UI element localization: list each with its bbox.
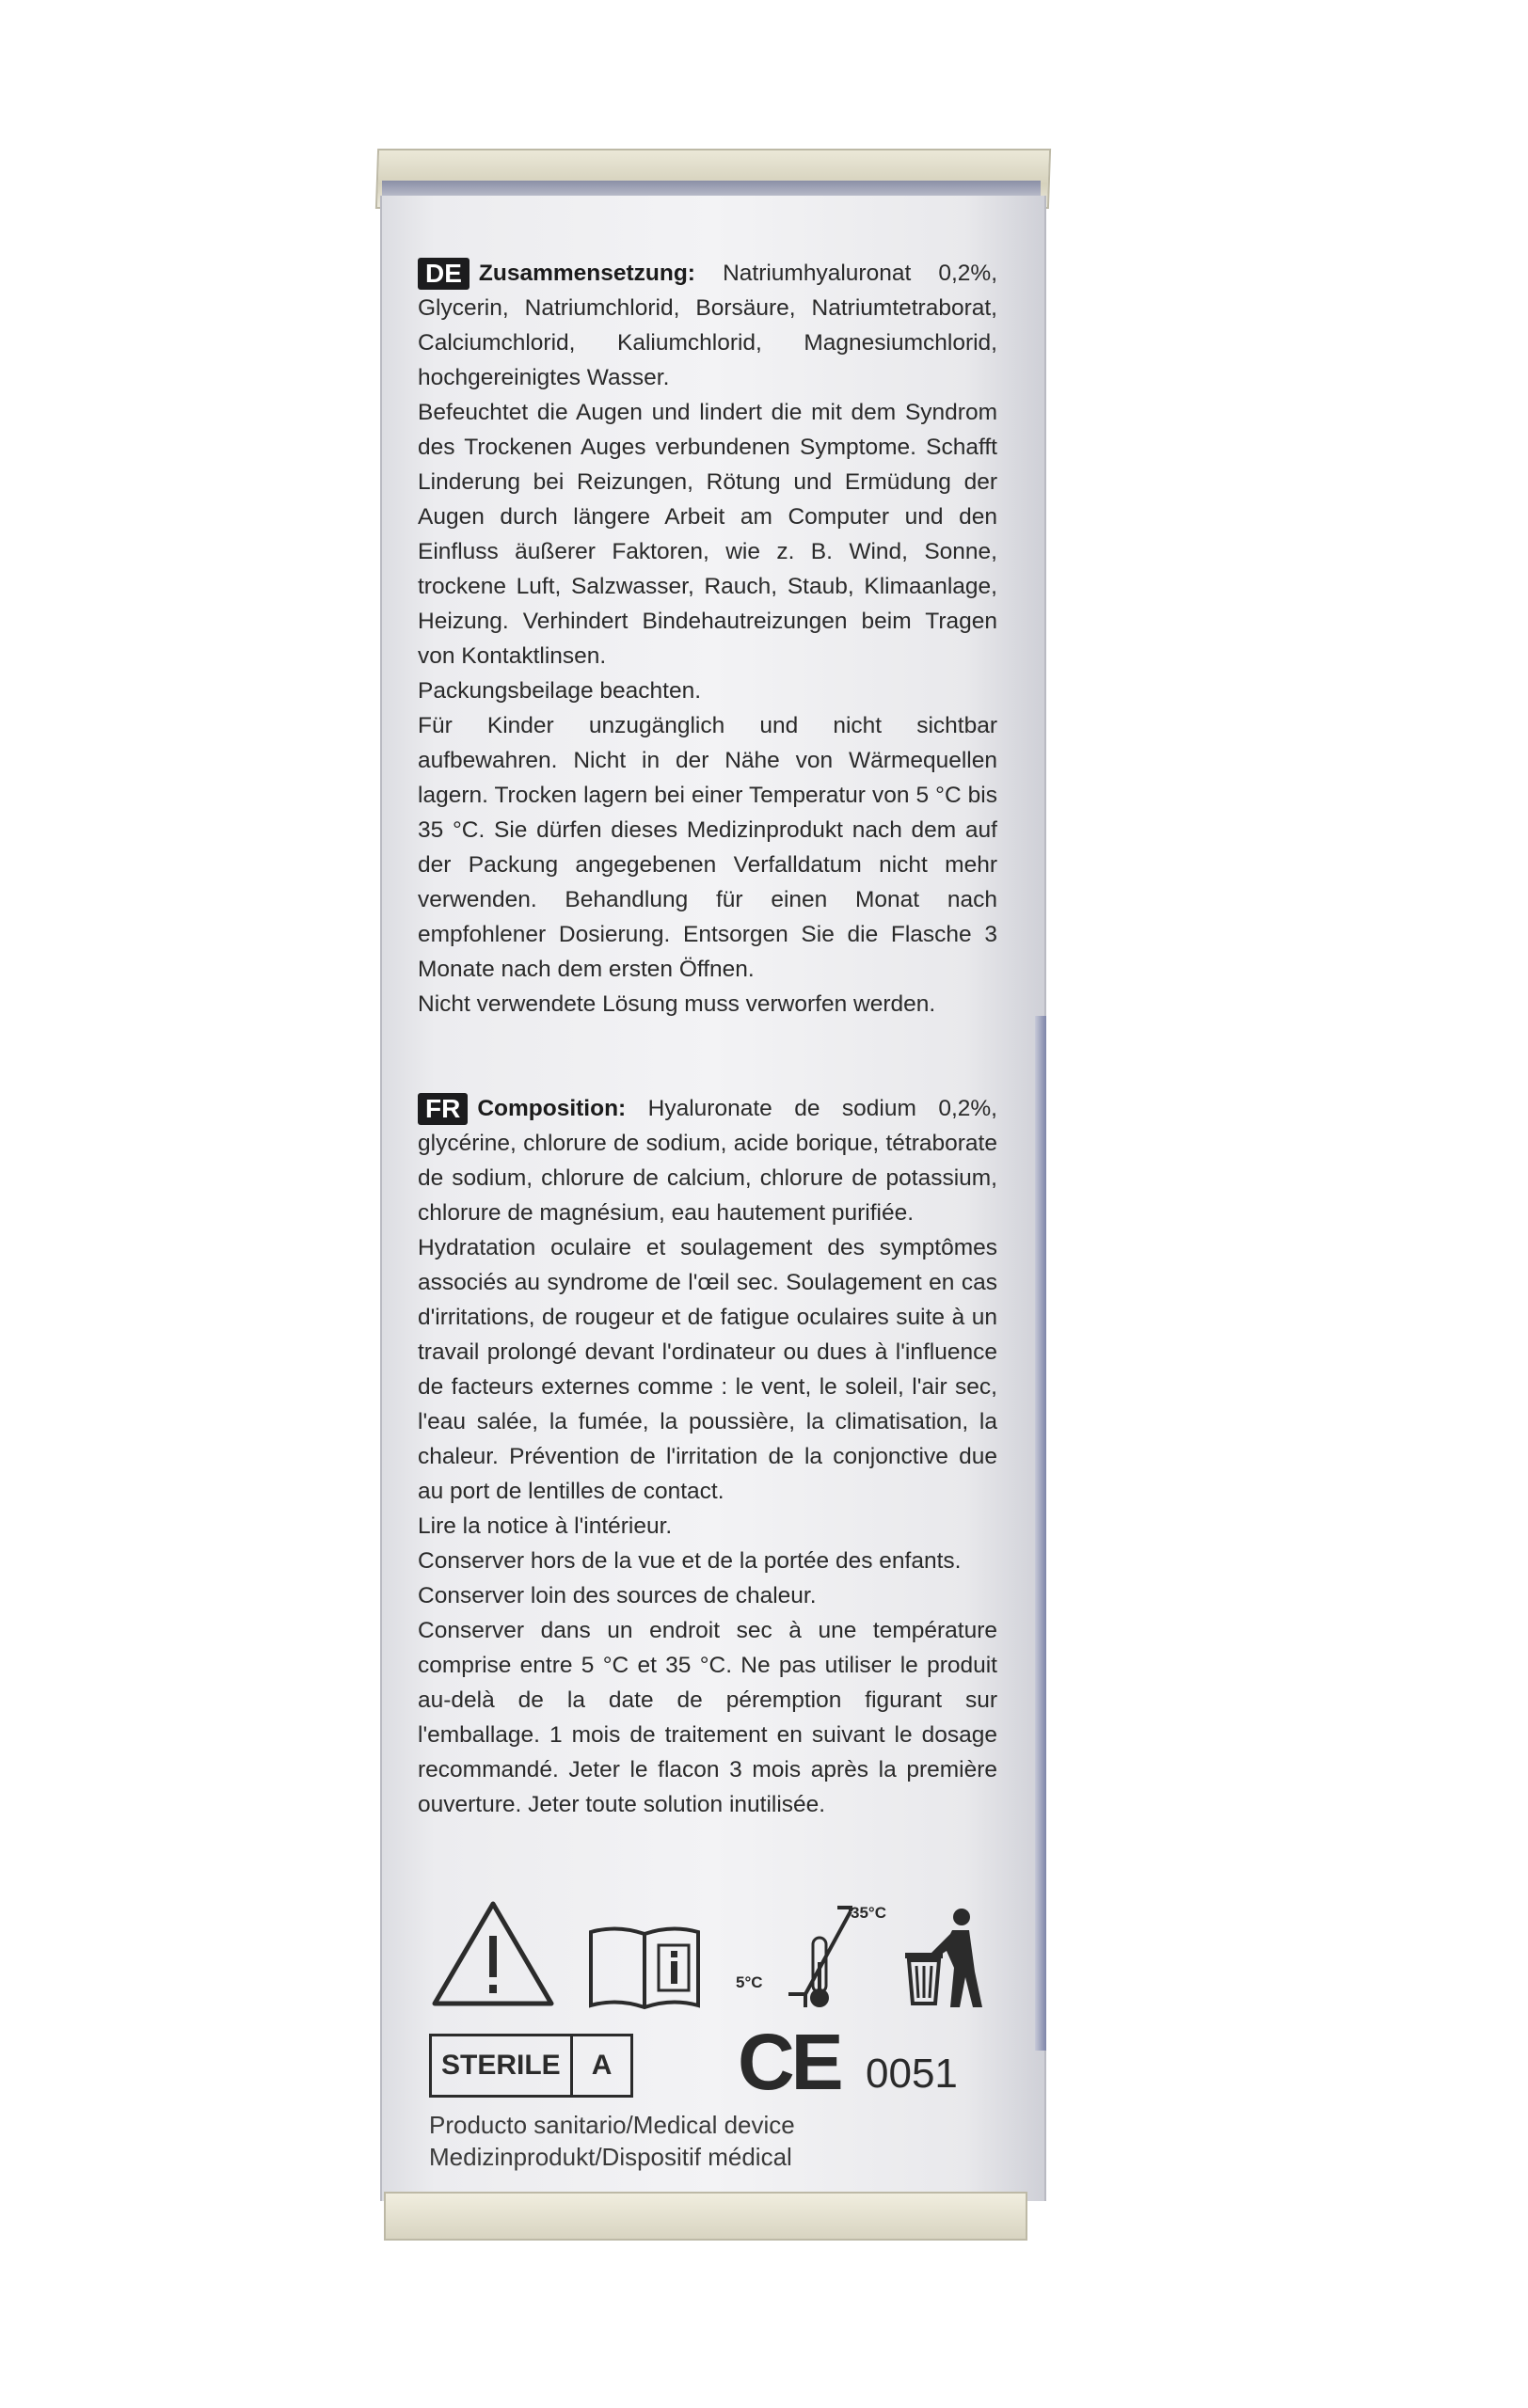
device-label-line1: Producto sanitario/Medical device [429, 2111, 795, 2139]
de-paragraph-composition [418, 256, 997, 395]
fr-heading: Composition: [477, 1096, 627, 1121]
fr-paragraph-storage: Conserver dans un endroit sec à une température comprise entre 5 °C et 35 °C. Ne pas utiliser le produit au-delà de la date de péremption figurant sur l'emballage. 1 mois de traitement en suivant le dosage recommandé. Jeter le flacon 3 mois après la première ouverture. Jeter toute solution inutilisée. [418, 1618, 997, 1817]
sterile-symbol [429, 2034, 633, 2098]
notified-body-number: 0051 [866, 2051, 958, 2097]
german-section [418, 256, 997, 1022]
fr-paragraph-heat: Conserver loin des sources de chaleur. [418, 1583, 817, 1608]
temp-max-label: 35°C [851, 1904, 886, 1922]
fr-paragraph-usage: Hydratation oculaire et soulagement des symptômes associés au syndrome de l'œil sec. Soulagement en cas d'irritations, de rougeur et de fatigue oculaires suite à un travail prolongé devant l'ordinateur ou dues à l'influence de facteurs externes comme : le vent, le soleil, l'air sec, l'eau salée, la fumée, la poussière, la climatisation, la chaleur. Prévention de l'irritation de la conjonctive due au port de lentilles de contact. [418, 1235, 997, 1504]
fr-paragraph-children: Conserver hors de la vue et de la portée des enfants. [418, 1548, 962, 1574]
ce-mark: CE [738, 2018, 840, 2106]
box-side-edge [1035, 1016, 1046, 2051]
consult-instructions-icon [587, 1925, 702, 2011]
fr-composition-text: Hyaluronate de sodium 0,2%, glycérine, chlorure de sodium, acide borique, tétraborate de sodium, chlorure de calcium, chlorure de potassium, chlorure de magnésium, eau hautement purifiée. [418, 1096, 997, 1226]
french-section [418, 1091, 997, 1822]
fr-paragraph-leaflet: Lire la notice à l'intérieur. [418, 1513, 673, 1539]
device-classification [429, 2109, 795, 2173]
box-bottom-flap [384, 2192, 1027, 2241]
temp-min-label: 5°C [736, 1973, 763, 1991]
de-language-tag: DE [418, 258, 470, 290]
de-paragraph-discard: Nicht verwendete Lösung muss verworfen werden. [418, 991, 936, 1017]
de-paragraph-storage: Für Kinder unzugänglich und nicht sichtbar aufbewahren. Nicht in der Nähe von Wärmequellen lagern. Trocken lagern bei einer Temperatur von 5 °C bis 35 °C. Sie dürfen dieses Medizinprodukt nach dem auf der Packung angegebenen Verfalldatum nicht mehr verwenden. Behandlung für einen Monat nach empfohlener Dosierung. Entsorgen Sie die Flasche 3 Monate nach dem ersten Öffnen. [418, 713, 997, 982]
fr-language-tag: FR [418, 1093, 468, 1125]
sterile-label: STERILE [441, 2050, 561, 2081]
de-paragraph-usage: Befeuchtet die Augen und lindert die mit dem Syndrom des Trockenen Auges verbundenen Symptome. Schafft Linderung bei Reizungen, Rötung und Ermüdung der Augen durch längere Arbeit am Computer und den Einfluss äußerer Faktoren, wie z. B. Wind, Sonne, trockene Luft, Salzwasser, Rauch, Staub, Klimaanlage, Heizung. Verhindert Bindehautreizungen beim Tragen von Kontaktlinsen. [418, 400, 997, 669]
de-paragraph-leaflet: Packungsbeilage beachten. [418, 678, 702, 704]
device-label-line2: Medizinprodukt/Dispositif médical [429, 2143, 792, 2171]
warning-icon [429, 1898, 557, 2009]
dispose-bin-icon [903, 1906, 984, 2011]
sterile-method: A [570, 2036, 631, 2095]
fr-paragraph-composition [418, 1091, 997, 1230]
de-heading: Zusammensetzung: [478, 261, 695, 286]
de-composition-text: Natriumhyaluronat 0,2%, Glycerin, Natriumchlorid, Borsäure, Natriumtetraborat, Calciumchlorid, Kaliumchlorid, Magnesiumchlorid, hochgereinigtes Wasser. [418, 261, 997, 390]
